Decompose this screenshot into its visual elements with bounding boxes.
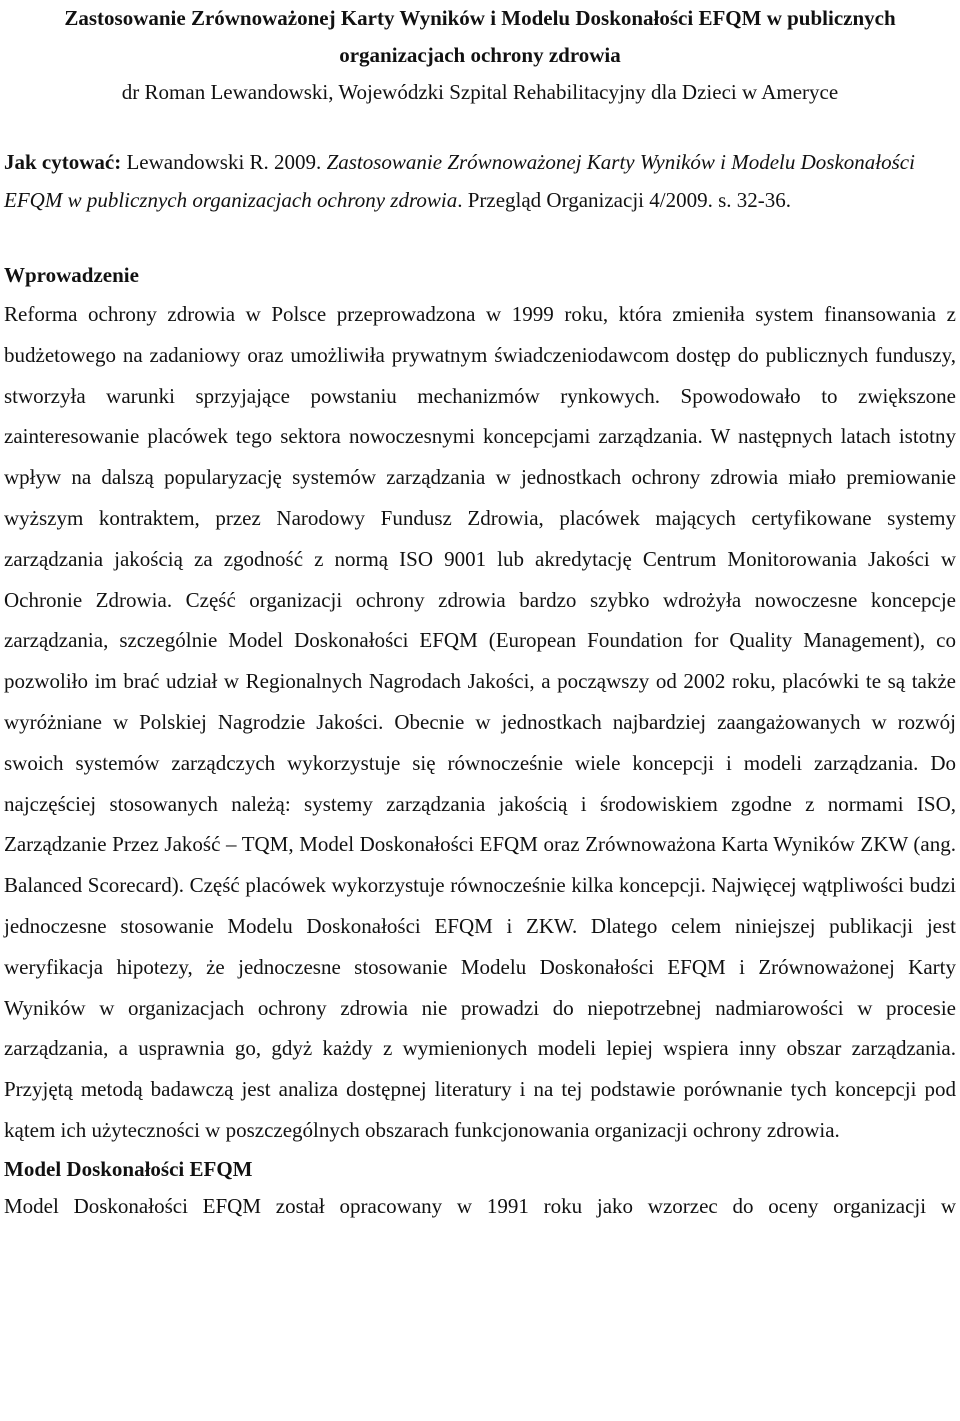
document-author: dr Roman Lewandowski, Wojewódzki Szpital Rehabilitacyjny dla Dzieci w Ameryce: [121, 80, 839, 104]
section-heading-efqm-model: Model Doskonałości EFQM: [4, 1156, 253, 1181]
document-title: Zastosowanie Zrównoważonej Karty Wyników i Modelu Doskonałości EFQM w publicznych organizacjach ochrony zdrowia: [64, 6, 896, 67]
citation: [4, 144, 956, 219]
section-heading-introduction: Wprowadzenie: [4, 263, 139, 287]
section-body-introduction: Reforma ochrony zdrowia w Polsce przeprowadzona w 1999 roku, która zmieniła system finansowania z budżetowego na zadaniowy oraz umożliwiła prywatnym świadczeniodawcom dostęp do publicznych funduszy, stworzyła warunki sprzyjające powstaniu mechanizmów rynkowych. Spowodowało to zwiększone zainteresowanie placówek tego sektora nowoczesnymi koncepcjami zarządzania. W następnych latach istotny wpływ na dalszą popularyzację systemów zarządzania w jednostkach ochrony zdrowia miało premiowanie wyższym kontraktem, przez Narodowy Fundusz Zdrowia, placówek mających certyfikowane systemy zarządzania jakością za zgodność z normą ISO 9001 lub akredytację Centrum Monitorowania Jakości w Ochronie Zdrowia. Część organizacji ochrony zdrowia bardzo szybko wdrożyła nowoczesne koncepcje zarządzania, szczególnie Model Doskonałości EFQM (European Foundation for Quality Management), co pozwoliło im brać udział w Regionalnych Nagrodach Jakości, a począwszy od 2002 roku, placówki te są także wyróżniane w Polskiej Nagrodzie Jakości. Obecnie w jednostkach najbardziej zaangażowanych w rozwój swoich systemów zarządczych wykorzystuje się równocześnie wiele koncepcji i modeli zarządzania. Do najczęściej stosowanych należą: systemy zarządzania jakością i środowiskiem zgodne z normami ISO, Zarządzanie Przez Jakość – TQM, Model Doskonałości EFQM oraz Zrównoważona Karta Wyników ZKW (ang. Balanced Scorecard). Część placówek wykorzystuje równocześnie kilka koncepcji. Najwięcej wątpliwości budzi jednoczesne stosowanie Modelu Doskonałości EFQM i ZKW. Dlatego celem niniejszej publikacji jest weryfikacja hipotezy, że jednoczesne stosowanie Modelu Doskonałości EFQM i Zrównoważonej Karty Wyników w organizacjach ochrony zdrowia nie prowadzi do niepotrzebnej nadmiarowości w procesie zarządzania, a usprawnia go, gdyż każdy z wymienionych modeli lepiej wspiera inny obszar zarządzania. Przyjętą metodą badawczą jest analiza dostępnej literatury i na tej podstawie porównanie tych koncepcji pod kątem ich użyteczności w poszczególnych obszarach funkcjonowania organizacji ochrony zdrowia.: [4, 302, 956, 1142]
citation-label: Jak cytować:: [4, 150, 122, 174]
citation-authors: Lewandowski R. 2009.: [121, 150, 327, 174]
citation-work-title: Zastosowanie Zrównoważonej Karty Wyników i Modelu Doskonałości EFQM w publicznych organizacjach ochrony zdrowia: [4, 150, 915, 212]
section-body-efqm-model: Model Doskonałości EFQM został opracowany w 1991 roku jako wzorzec do oceny organizacji w: [4, 1193, 956, 1218]
citation-source: . Przegląd Organizacji 4/2009. s. 32-36.: [457, 187, 791, 212]
